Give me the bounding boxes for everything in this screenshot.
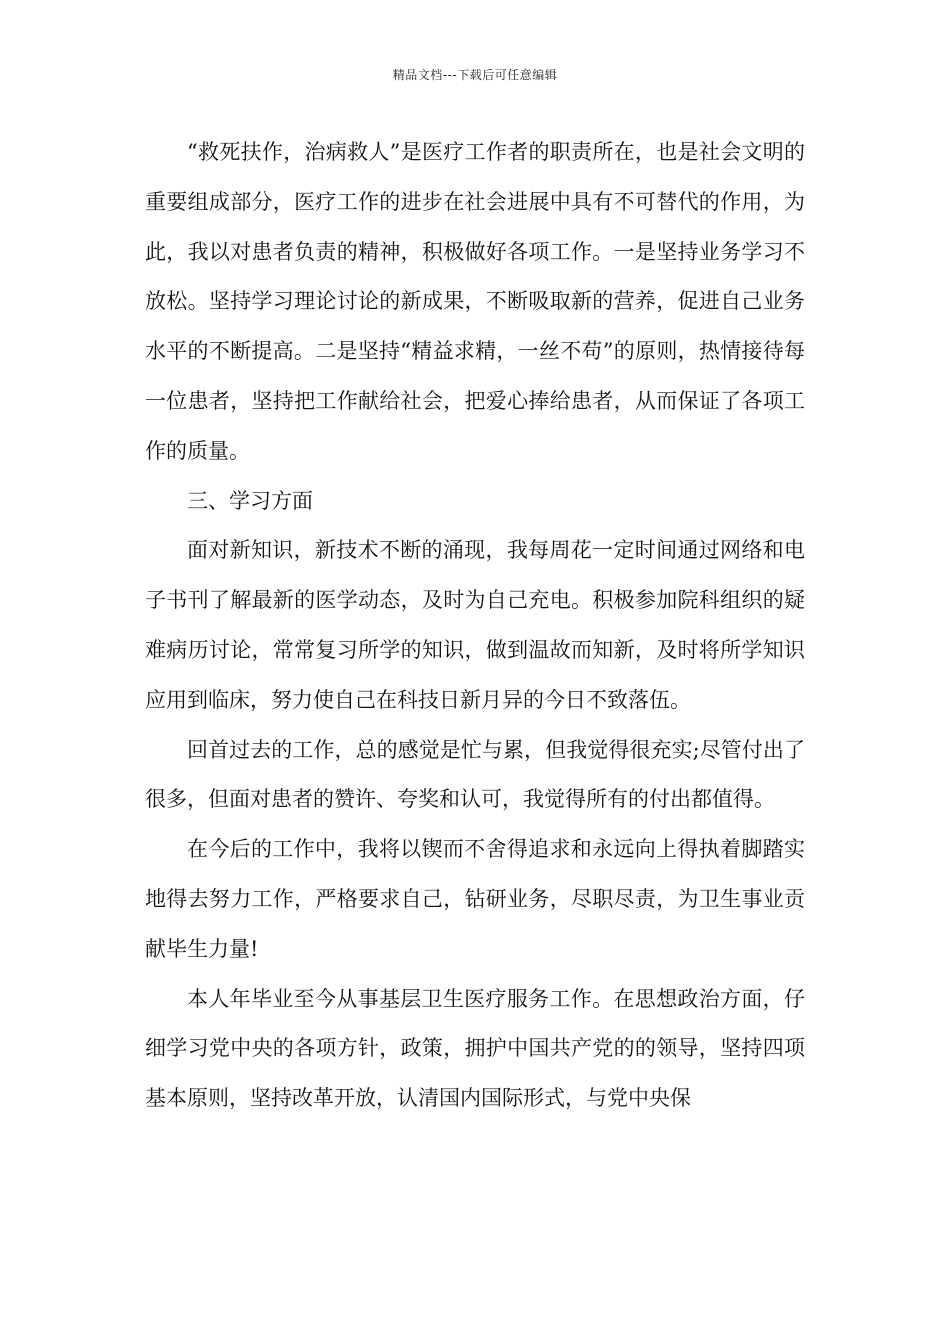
paragraph-study: 面对新知识，新技术不断的涌现，我每周花一定时间通过网络和电子书刊了解最新的医学动态，及时为自己充电。积极参加院科组织的疑难病历讨论，常常复习所学的知识，做到温故而知新，及时将所学知识应用到临床，努力使自己在科技日新月异的今日不致落伍。	[145, 538, 805, 712]
paragraph-future: 在今后的工作中，我将以锲而不舍得追求和永远向上得执着脚踏实地得去努力工作，严格要求自己，钻研业务，尽职尽责，为卫生事业贡献毕生力量!	[145, 837, 805, 961]
section-heading-study: 三、学习方面	[187, 488, 313, 513]
paragraph-medical-duty: “救死扶作，治病救人”是医疗工作者的职责所在，也是社会文明的重要组成部分，医疗工作的进步在社会进展中具有不可替代的作用，为此，我以对患者负责的精神，积极做好各项工作。一是坚持业务学习不放松。坚持学习理论讨论的新成果，不断吸取新的营养，促进自己业务水平的不断提高。二是坚持“精益求精，一丝不苟”的原则，热情接待每一位患者，坚持把工作献给社会，把爱心捧给患者，从而保证了各项工作的质量。	[145, 140, 805, 463]
paragraph-review: 回首过去的工作，总的感觉是忙与累，但我觉得很充实;尽管付出了很多，但面对患者的赞许、夸奖和认可，我觉得所有的付出都值得。	[145, 737, 805, 812]
paragraph-personal-intro: 本人年毕业至今从事基层卫生医疗服务工作。在思想政治方面，仔细学习党中央的各项方针，政策，拥护中国共产党的的领导，坚持四项基本原则，坚持改革开放，认清国内国际形式，与党中央保	[145, 986, 805, 1111]
page-header: 精品文档---下载后可任意编辑	[392, 68, 558, 82]
document-body	[145, 128, 805, 1124]
